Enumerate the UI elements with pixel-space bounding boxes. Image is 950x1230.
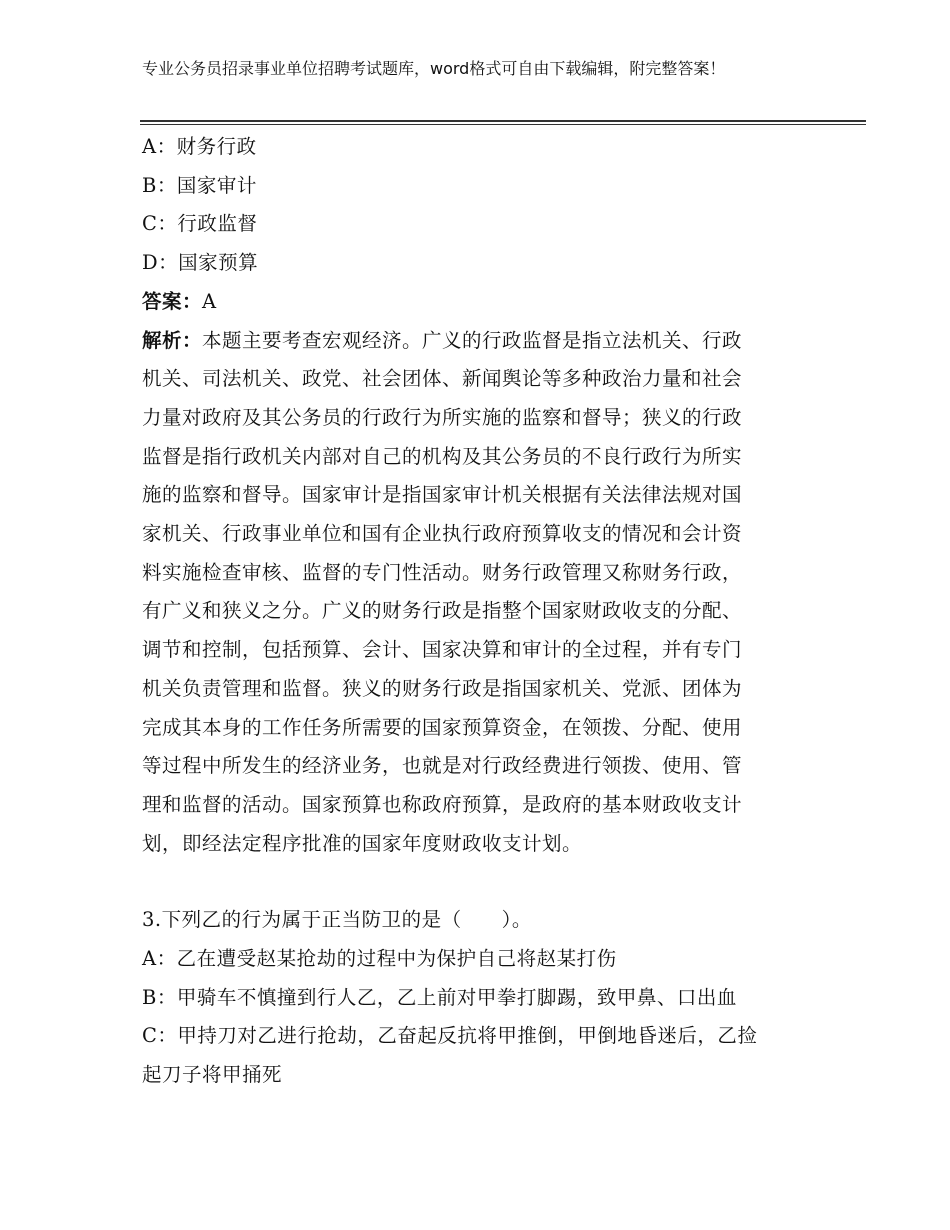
document-body [142, 128, 802, 1095]
question-spacer [142, 863, 802, 901]
analysis-line: 力量对政府及其公务员的行政行为所实施的监察和督导；狭义的行政 [142, 405, 743, 429]
analysis-line: 料实施检查审核、监督的专门性活动。财务行政管理又称财务行政， [142, 560, 743, 584]
analysis-line: 机关负责管理和监督。狭义的财务行政是指国家机关、党派、团体为 [142, 676, 743, 700]
analysis-line: 划，即经法定程序批准的国家年度财政收支计划。 [142, 831, 583, 855]
question-3-option-a: A：乙在遭受赵某抢劫的过程中为保护自己将赵某打伤 [142, 947, 617, 971]
analysis-line: 调节和控制，包括预算、会计、国家决算和审计的全过程，并有专门 [142, 638, 743, 662]
analysis-line: 监督是指行政机关内部对自己的机构及其公务员的不良行政行为所实 [142, 444, 743, 468]
option-d: D：国家预算 [142, 251, 259, 275]
analysis-line [142, 322, 802, 361]
question-3-option-c-cont: 起刀子将甲捅死 [142, 1063, 283, 1087]
option-a: A：财务行政 [142, 135, 257, 158]
analysis-line: 有广义和狭义之分。广义的财务行政是指整个国家财政收支的分配、 [142, 599, 743, 623]
question-2-options [142, 128, 802, 283]
answer-label: 答案： [142, 289, 203, 313]
analysis-line: 等过程中所发生的经济业务，也就是对行政经费进行领拨、使用、管 [142, 754, 743, 778]
question-3-stem: 3.下列乙的行为属于正当防卫的是（ ）。 [142, 908, 532, 932]
analysis-line: 施的监察和督导。国家审计是指国家审计机关根据有关法律法规对国 [142, 483, 743, 507]
header-text: 专业公务员招录事业单位招聘考试题库，word格式可自由下载编辑，附完整答案！ [142, 59, 726, 78]
option-b: B：国家审计 [142, 173, 257, 197]
answer-value: A [202, 289, 217, 313]
question-3-option-b: B：甲骑车不慎撞到行人乙，乙上前对甲拳打脚踢，致甲鼻、口出血 [142, 985, 737, 1009]
question-3-option-c: C：甲持刀对乙进行抢劫，乙奋起反抗将甲推倒，甲倒地昏迷后，乙捡 [142, 1024, 758, 1048]
question-3 [142, 901, 802, 1095]
header-divider-thick [140, 120, 866, 122]
page-header [142, 58, 802, 79]
analysis-line: 机关、司法机关、政党、社会团体、新闻舆论等多种政治力量和社会 [142, 367, 743, 391]
analysis-line: 家机关、行政事业单位和国有企业执行政府预算收支的情况和会计资 [142, 522, 743, 546]
analysis-block [142, 322, 802, 864]
analysis-line: 完成其本身的工作任务所需要的国家预算资金，在领拨、分配、使用 [142, 715, 743, 739]
analysis-line: 理和监督的活动。国家预算也称政府预算，是政府的基本财政收支计 [142, 792, 743, 816]
header-divider-thin [140, 124, 866, 125]
option-c: C：行政监督 [142, 212, 258, 236]
analysis-text: 本题主要考查宏观经济。广义的行政监督是指立法机关、行政 [202, 328, 743, 352]
analysis-label: 解析： [142, 328, 203, 352]
answer-line [142, 283, 802, 322]
